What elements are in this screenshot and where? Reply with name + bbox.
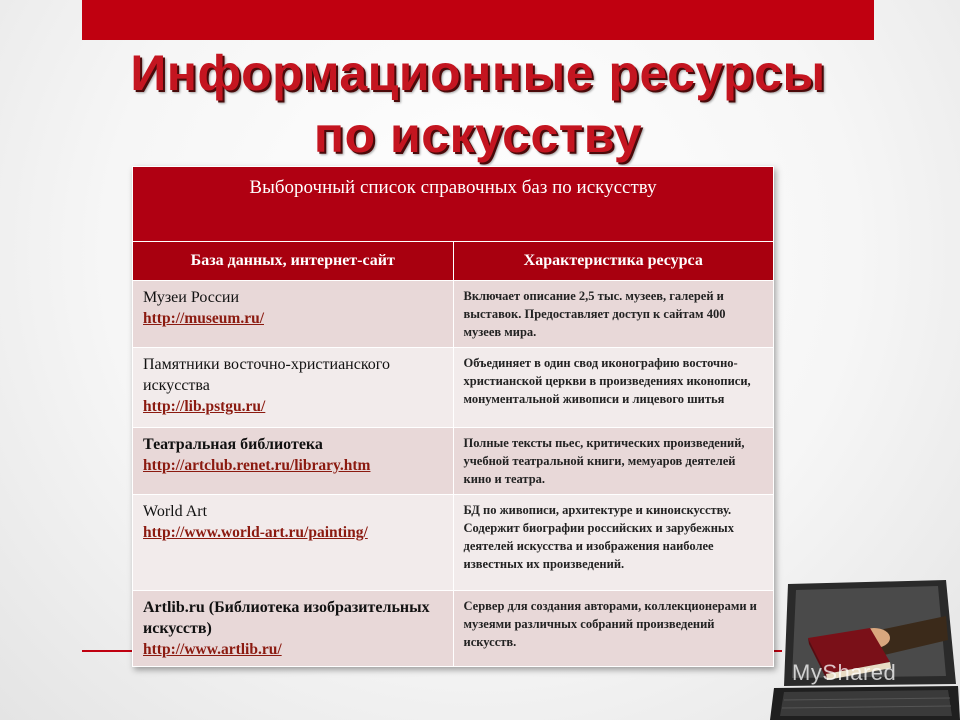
resource-cell [133,348,454,428]
page-title [82,42,874,166]
resource-link[interactable]: http://lib.pstgu.ru/ [143,398,266,415]
resource-link[interactable]: http://www.world-art.ru/painting/ [143,524,368,541]
table-caption: Выборочный список справочных баз по искусству [133,167,774,242]
column-header-database: База данных, интернет-сайт [133,242,454,281]
resources-table [132,166,774,667]
resource-cell [133,591,454,667]
watermark: MyShared [792,660,897,685]
resource-name: Памятники восточно-христианского искусства [143,356,390,394]
column-header-description: Характеристика ресурса [453,242,774,281]
resource-description: Включает описание 2,5 тыс. музеев, галерей и выставок. Предоставляет доступ к сайтам 400 музеев мира. [453,281,774,348]
laptop-with-book-illustration [770,576,960,720]
resource-link[interactable]: http://museum.ru/ [143,310,264,327]
resource-description: Объединяет в один свод иконографию восточно-христианской церкви в произведениях иконописи, монументальной живописи и лицевого шитья [453,348,774,428]
title-line-2: по искусству [313,107,643,163]
resource-name: Artlib.ru (Библиотека изобразительных искусств) [143,599,430,637]
table-row [133,428,774,495]
table-row [133,348,774,428]
table-row [133,495,774,591]
top-banner [82,0,874,40]
resource-name: Музеи России [143,289,240,306]
resource-cell [133,281,454,348]
resource-cell [133,428,454,495]
resource-link[interactable]: http://www.artlib.ru/ [143,641,282,658]
resource-description: Полные тексты пьес, критических произведений, учебной театральной книги, мемуаров деятелей кино и театра. [453,428,774,495]
resource-name: Театральная библиотека [143,436,323,453]
title-line-1: Информационные ресурсы [130,45,826,101]
resource-link[interactable]: http://artclub.renet.ru/library.htm [143,457,371,474]
resource-description: Сервер для создания авторами, коллекционерами и музеями различных собраний произведений искусств. [453,591,774,667]
resource-cell [133,495,454,591]
table-row [133,591,774,667]
table-row [133,281,774,348]
resource-description: БД по живописи, архитектуре и киноискусству. Содержит биографии российских и зарубежных деятелей искусства и изображения наиболее известных их произведений. [453,495,774,591]
resource-name: World Art [143,503,208,520]
